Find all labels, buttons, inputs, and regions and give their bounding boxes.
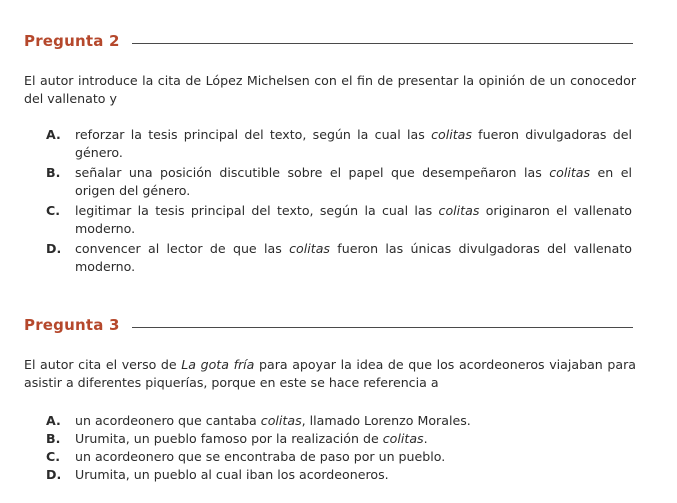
option-text: . [423,431,428,446]
option-letter: C. [46,449,61,464]
stem-text-italic: La gota fría [181,357,255,372]
question-3-header [24,316,633,334]
option-text: fueron las únicas divulgadoras del vallenato moderno. [75,241,632,274]
option-text: , llamado Lorenzo Morales. [301,413,471,428]
option-b[interactable] [46,164,632,200]
option-text: legitimar la tesis principal del texto, según la cual las [75,203,439,218]
option-letter: A. [46,127,61,142]
option-text-italic: colitas [549,165,591,180]
option-text-italic: colitas [382,431,424,446]
option-letter: C. [46,203,61,218]
option-text-italic: colitas [289,241,330,256]
option-letter: B. [46,165,61,180]
question-2-title: Pregunta 2 [24,32,120,50]
question-2-header [24,32,633,50]
stem-text: El autor cita el verso de [24,357,182,372]
option-text: señalar una posición discutible sobre el papel que desempeñaron las [75,165,550,180]
option-c[interactable] [46,202,632,238]
option-b[interactable] [46,430,632,447]
option-text-italic: colitas [431,127,472,142]
option-letter: D. [46,467,62,482]
header-rule [132,43,633,44]
option-letter: B. [46,431,61,446]
option-text: Urumita, un pueblo famoso por la realización de [75,431,383,446]
question-3-title: Pregunta 3 [24,316,120,334]
option-text: un acordeonero que cantaba [75,413,261,428]
option-d[interactable] [46,240,632,276]
option-text: un acordeonero que se encontraba de paso por un pueblo. [75,449,446,464]
option-letter: A. [46,413,61,428]
question-3-options [46,412,632,484]
question-3-stem [24,356,636,392]
option-d[interactable] [46,466,632,483]
option-text-italic: colitas [438,203,480,218]
option-text-italic: colitas [260,413,302,428]
header-rule [132,327,633,328]
option-a[interactable] [46,412,632,429]
option-a[interactable] [46,126,632,162]
option-text: fueron divulgadoras del género. [75,127,632,160]
option-text: convencer al lector de que las [75,241,290,256]
option-text: en el origen del género. [75,165,632,198]
option-text: reforzar la tesis principal del texto, según la cual las [75,127,432,142]
question-2-options [46,126,632,278]
question-2-stem: El autor introduce la cita de López Michelsen con el fin de presentar la opinión de un conocedor del vallenato y [24,73,636,106]
stem-text: para apoyar la idea de que los acordeoneros viajaban para asistir a diferentes piquerías, porque en este se hace referencia a [24,357,636,390]
option-letter: D. [46,241,62,256]
option-c[interactable] [46,448,632,465]
option-text: Urumita, un pueblo al cual iban los acordeoneros. [75,467,389,482]
option-text: originaron el vallenato moderno. [75,203,632,236]
